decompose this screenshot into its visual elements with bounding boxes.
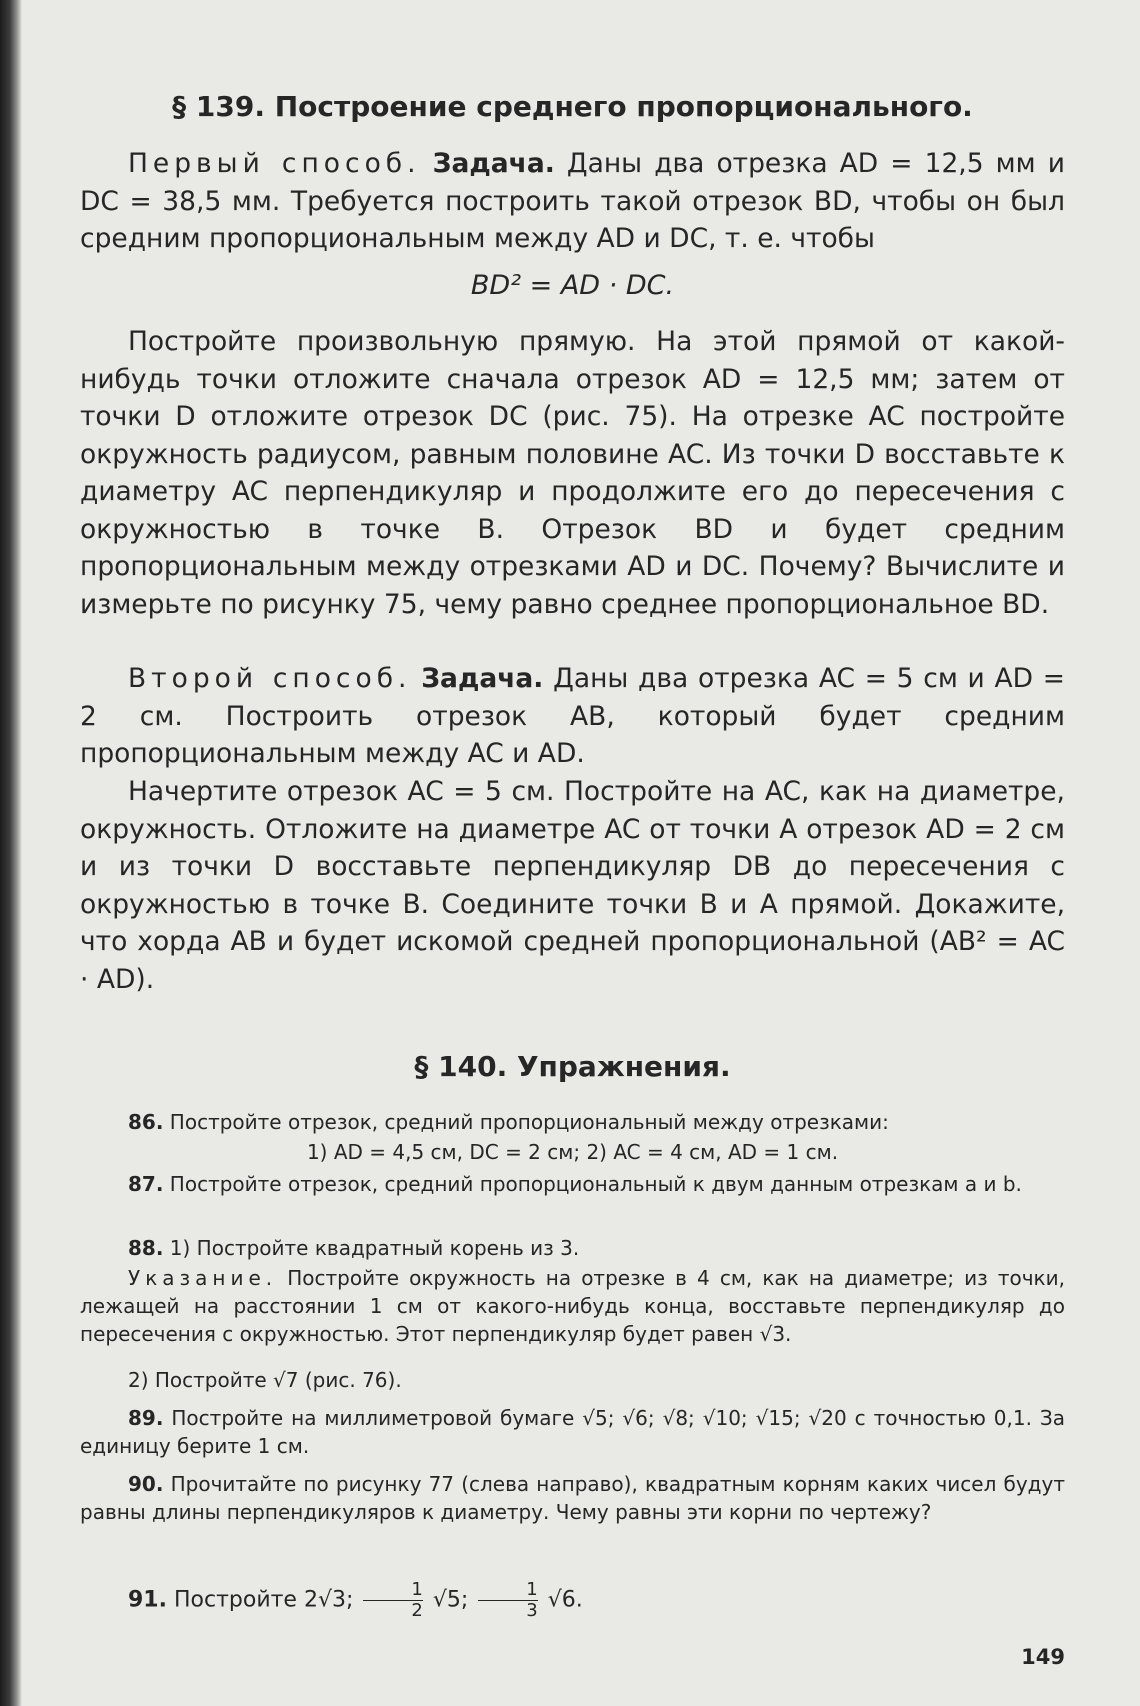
- exercise-90-text: Прочитайте по рисунку 77 (слева направо), квадратным корням каких чисел будут равны длины перпендикуляров к диаметру. Чему равны эти корни по чертежу?: [80, 1472, 1065, 1524]
- exercise-90: [80, 1470, 1065, 1526]
- fraction-denominator: 3: [526, 1600, 538, 1621]
- fraction-one-half: [363, 1580, 422, 1621]
- method1-label: Первый способ.: [128, 148, 421, 179]
- exercise-88-hint: [80, 1264, 1065, 1348]
- root-6: √6.: [547, 1587, 583, 1613]
- exercise-88: [80, 1234, 1065, 1262]
- exercise-86-text: Постройте отрезок, средний пропорциональный между отрезками:: [169, 1110, 889, 1134]
- method1-text: Даны два отрезка AD = 12,5 мм и DC = 38,5 мм. Требуется построить такой отрезок BD, чтобы он был средним пропорциональным между AD и DC, т. е. чтобы: [80, 148, 1065, 254]
- exercise-88-part2: 2) Постройте √7 (рис. 76).: [128, 1368, 402, 1392]
- formula-bd-squared: BD² = AD · DC.: [470, 270, 675, 301]
- fraction-numerator: 1: [363, 1580, 422, 1601]
- fraction-one-third: [478, 1580, 537, 1621]
- exercise-89-text: Постройте на миллиметровой бумаге √5; √6; √8; √10; √15; √20 с точностью 0,1. За единицу берите 1 см.: [80, 1406, 1065, 1458]
- exercise-89: [80, 1404, 1065, 1460]
- method2-text: Даны два отрезка AC = 5 см и AD = 2 см. Построить отрезок AB, который будет средним пропорциональным между AC и AD.: [80, 663, 1065, 769]
- exercise-88-hint-text: Постройте окружность на отрезке в 4 см, как на диаметре; из точки, лежащей на расстоянии 1 см от какого-нибудь конца, восставьте перпендикуляр до пересечения с окружностью. Этот перпендикуляр будет равен √3.: [80, 1266, 1065, 1346]
- fraction-denominator: 2: [411, 1600, 423, 1621]
- page-number: 149: [1021, 1645, 1065, 1669]
- exercise-86-items: 1) AD = 4,5 см, DC = 2 см; 2) AC = 4 см, AD = 1 см.: [306, 1140, 839, 1164]
- exercise-86-number: 86.: [128, 1110, 164, 1134]
- exercise-89-number: 89.: [128, 1406, 164, 1430]
- method2-label: Второй способ.: [128, 663, 412, 694]
- exercise-91: [80, 1580, 1065, 1621]
- task-label-1: Задача.: [432, 148, 555, 179]
- exercise-88-text: 1) Постройте квадратный корень из 3.: [169, 1236, 580, 1260]
- task-label-2: Задача.: [421, 663, 544, 694]
- exercise-86: [80, 1108, 1065, 1136]
- root-5: √5;: [432, 1587, 469, 1613]
- exercise-91-number: 91.: [128, 1587, 167, 1613]
- exercise-87-text: Постройте отрезок, средний пропорциональный к двум данным отрезкам a и b.: [169, 1172, 1022, 1196]
- book-page: [80, 0, 1065, 1706]
- exercise-91-text: Постройте 2√3;: [173, 1587, 354, 1613]
- exercise-88-hint-label: Указание.: [128, 1266, 278, 1290]
- construction-paragraph-2: Начертите отрезок AC = 5 см. Постройте на AC, как на диаметре, окружность. Отложите на диаметре AC от точки A отрезок AD = 2 см и из точки D восставьте перпендикуляр DB до пересечения с окружностью в точке B. Соедините точки B и A прямой. Докажите, что хорда AB и будет искомой средней пропорциональной (AB² = AC · AD).: [80, 776, 1065, 995]
- section-140-title: § 140. Упражнения.: [414, 1050, 731, 1083]
- exercise-88-number: 88.: [128, 1236, 164, 1260]
- method1-paragraph: [80, 145, 1065, 258]
- book-spine-shadow: [0, 0, 22, 1706]
- construction-paragraph-1: Постройте произвольную прямую. На этой прямой от какой-нибудь точки отложите сначала отрезок AD = 12,5 мм; затем от точки D отложите отрезок DC (рис. 75). На отрезке AC постройте окружность радиусом, равным половине AC. Из точки D восставьте к диаметру AC перпендикуляр и продолжите его до пересечения с окружностью в точке B. Отрезок BD и будет средним пропорциональным между отрезками AD и DC. Почему? Вычислите и измерьте по рисунку 75, чему равно среднее пропорциональное BD.: [80, 326, 1065, 620]
- section-139-title: § 139. Построение среднего пропорционального.: [172, 90, 973, 123]
- fraction-numerator: 1: [478, 1580, 537, 1601]
- exercise-87: [80, 1170, 1065, 1198]
- method2-paragraph: [80, 660, 1065, 773]
- exercise-90-number: 90.: [128, 1472, 164, 1496]
- exercise-87-number: 87.: [128, 1172, 164, 1196]
